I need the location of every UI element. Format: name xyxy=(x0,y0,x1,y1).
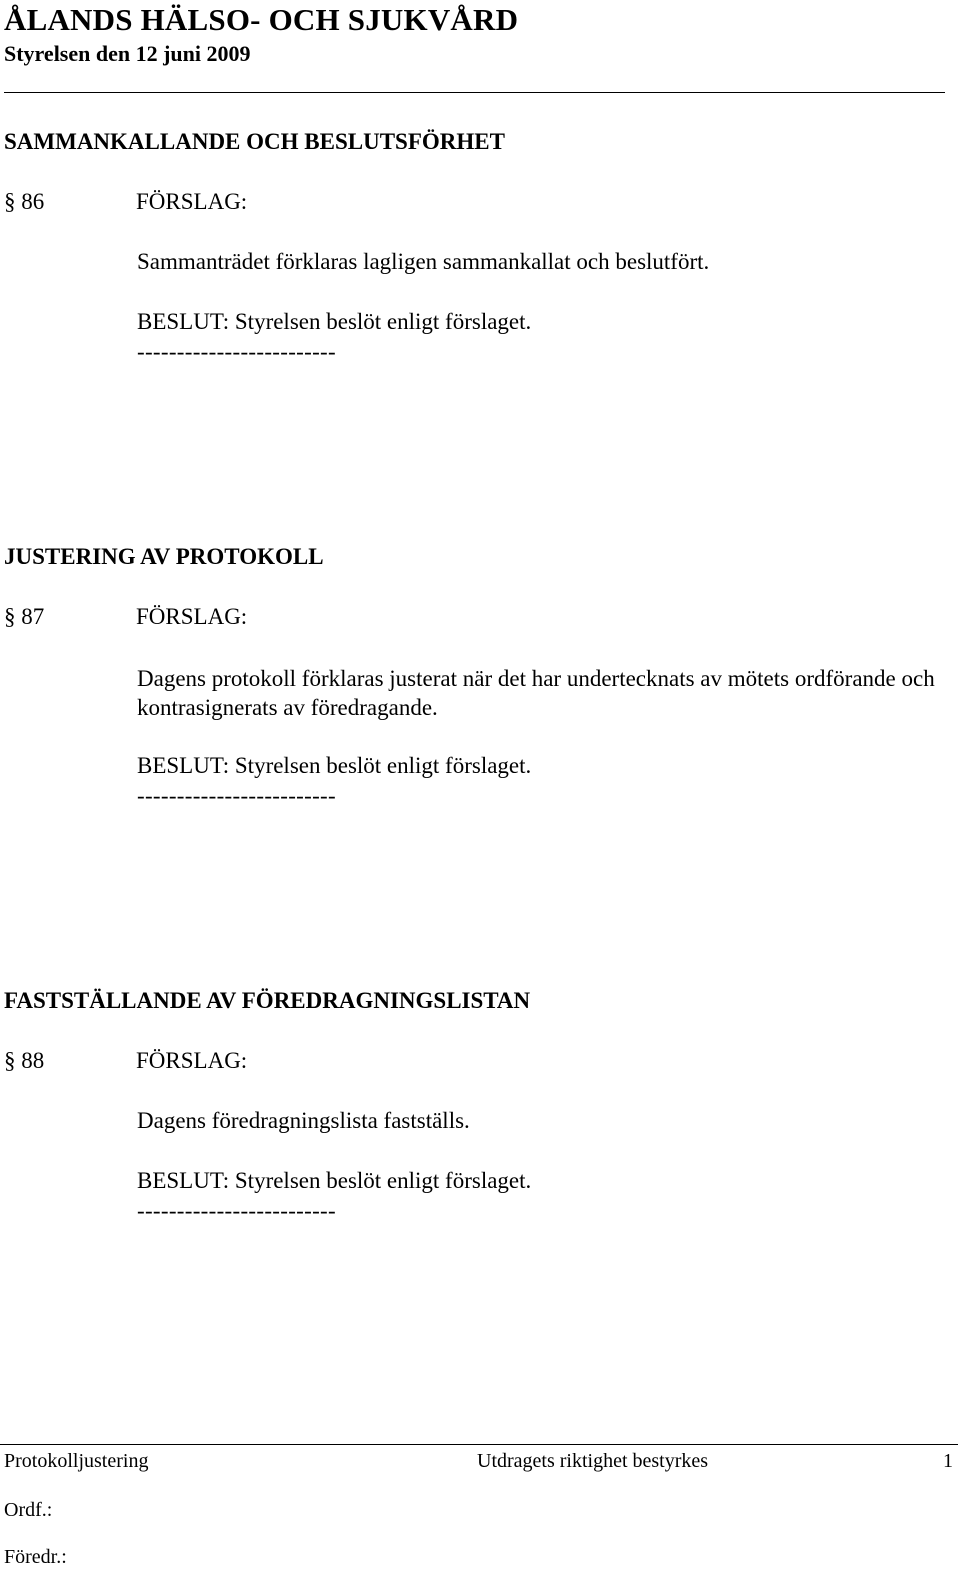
decision-87: BESLUT: Styrelsen beslöt enligt förslaget. xyxy=(137,753,532,778)
proposal-text-87: Dagens protokoll förklaras justerat när det har undertecknats av mötets ordförande och kontrasignerats av föredragande. xyxy=(137,666,935,720)
paragraph-number-87: § 87 xyxy=(4,604,45,629)
decision-86: BESLUT: Styrelsen beslöt enligt förslaget. xyxy=(137,309,532,334)
presenter-signature-label: Föredr.: xyxy=(4,1546,67,1568)
chair-signature-label: Ordf.: xyxy=(4,1499,53,1521)
footer-divider xyxy=(0,1444,958,1445)
section-heading-88: FASTSTÄLLANDE AV FÖREDRAGNINGSLISTAN xyxy=(4,988,531,1013)
proposal-label-87: FÖRSLAG: xyxy=(136,604,248,629)
paragraph-row-86 xyxy=(4,189,247,215)
header-divider xyxy=(4,92,945,93)
footer-protokolljustering: Protokolljustering xyxy=(4,1450,149,1472)
separator-87: ------------------------- xyxy=(137,783,336,808)
separator-86: ------------------------- xyxy=(137,339,336,364)
paragraph-number-86: § 86 xyxy=(4,189,45,214)
paragraph-number-88: § 88 xyxy=(4,1048,45,1073)
section-heading-86: SAMMANKALLANDE OCH BESLUTSFÖRHET xyxy=(4,129,505,154)
footer-attestation: Utdragets riktighet bestyrkes xyxy=(477,1450,709,1472)
decision-88: BESLUT: Styrelsen beslöt enligt förslaget. xyxy=(137,1168,532,1193)
section-heading-87: JUSTERING AV PROTOKOLL xyxy=(4,544,324,569)
paragraph-row-88 xyxy=(4,1048,247,1074)
meeting-subtitle: Styrelsen den 12 juni 2009 xyxy=(4,41,251,66)
proposal-label-86: FÖRSLAG: xyxy=(136,189,248,214)
separator-88: ------------------------- xyxy=(137,1198,336,1223)
page-number: 1 xyxy=(943,1450,953,1472)
proposal-label-88: FÖRSLAG: xyxy=(136,1048,248,1073)
paragraph-row-87 xyxy=(4,604,247,630)
proposal-text-88: Dagens föredragningslista fastställs. xyxy=(137,1108,470,1133)
organization-title: ÅLANDS HÄLSO- OCH SJUKVÅRD xyxy=(4,2,519,37)
proposal-text-86: Sammanträdet förklaras lagligen sammankallat och beslutfört. xyxy=(137,249,710,274)
